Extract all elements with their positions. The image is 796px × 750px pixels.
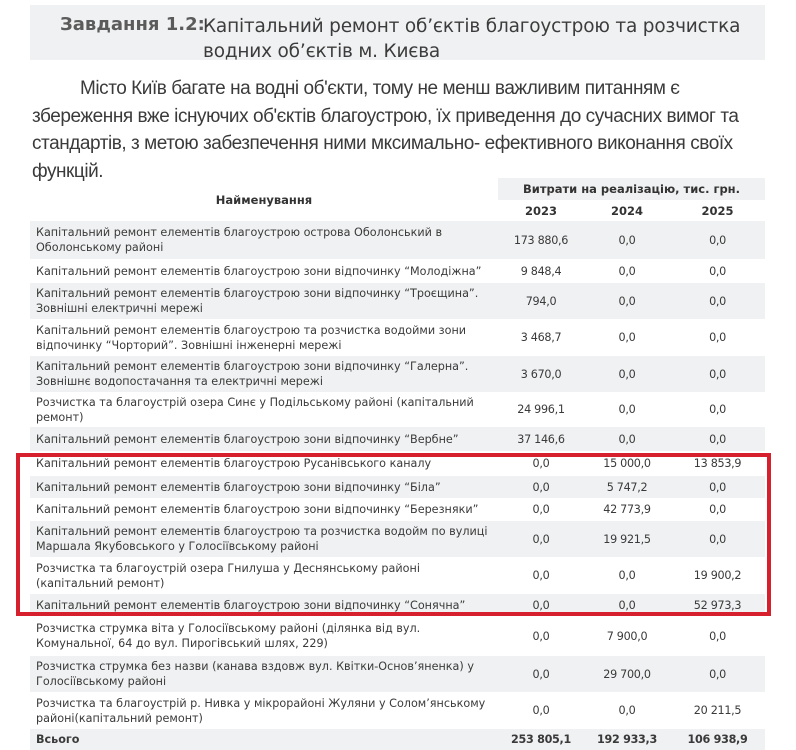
row-name: Розчистка та благоустрій озера Гнилуша у Деснянському районі (капітальний ремонт) — [30, 557, 498, 594]
table-row-highlighted — [30, 557, 765, 594]
row-name: Капітальний ремонт елементів благоустрою зони відпочинку “Біла” — [30, 476, 498, 498]
value-2025: 13 853,9 — [670, 451, 765, 476]
budget-table — [30, 178, 765, 750]
task-title-box — [30, 5, 765, 60]
table-row — [30, 692, 765, 729]
value-2024: 5 747,2 — [584, 476, 670, 498]
value-2024: 0,0 — [584, 557, 670, 594]
total-2024: 192 933,3 — [584, 729, 670, 750]
task-title: Капітальний ремонт об’єктів благоустрою та розчистка водних об’єктів м. Києва — [203, 16, 741, 62]
table-row — [30, 319, 765, 356]
total-2025: 106 938,9 — [670, 729, 765, 750]
row-name: Капітальний ремонт елементів благоустрою зони відпочинку “Березняки” — [30, 498, 498, 521]
column-header-2024: 2024 — [610, 203, 643, 218]
row-name: Капітальний ремонт елементів благоустрою зони відпочинку “Вербне” — [30, 427, 498, 451]
table-row — [30, 392, 765, 427]
value-2024: 0,0 — [584, 392, 670, 427]
column-header-name: Найменування — [215, 192, 313, 207]
value-2023: 0,0 — [498, 616, 584, 656]
value-2023: 0,0 — [498, 498, 584, 521]
table-row — [30, 259, 765, 283]
column-header-2025: 2025 — [701, 203, 734, 218]
row-name: Капітальний ремонт елементів благоустрою зони відпочинку “Сонячна” — [30, 594, 498, 616]
row-name: Капітальний ремонт елементів благоустрою Русанівського каналу — [30, 451, 498, 476]
row-name: Розчистка та благоустрій озера Синє у Подільському районі (капітальний ремонт) — [30, 392, 498, 427]
value-2024: 0,0 — [584, 221, 670, 259]
value-2024: 7 900,0 — [584, 616, 670, 656]
value-2024: 0,0 — [584, 594, 670, 616]
value-2023: 0,0 — [498, 656, 584, 692]
table-row — [30, 656, 765, 692]
table-row-highlighted — [30, 476, 765, 498]
table-row-highlighted — [30, 498, 765, 521]
value-2023: 0,0 — [498, 557, 584, 594]
value-2024: 15 000,0 — [584, 451, 670, 476]
value-2023: 37 146,6 — [498, 427, 584, 451]
value-2023: 0,0 — [498, 594, 584, 616]
value-2023: 0,0 — [498, 451, 584, 476]
table-row — [30, 283, 765, 319]
value-2024: 0,0 — [584, 259, 670, 283]
row-name: Капітальний ремонт елементів благоустрою зони відпочинку “Галерна”. Зовнішнє водопостачання та електричні мережі — [30, 356, 498, 392]
row-name: Капітальний ремонт елементів благоустрою зони відпочинку “Троєщина”. Зовнішні електричні мережі — [30, 283, 498, 319]
total-label: Всього — [30, 729, 498, 750]
value-2023: 3 670,0 — [498, 356, 584, 392]
value-2023: 9 848,4 — [498, 259, 584, 283]
table-row-highlighted — [30, 521, 765, 557]
total-2023: 253 805,1 — [498, 729, 584, 750]
table-row — [30, 427, 765, 451]
value-2023: 24 996,1 — [498, 392, 584, 427]
value-2025: 19 900,2 — [670, 557, 765, 594]
row-name: Розчистка струмка без назви (канава вздовж вул. Квітки-Основ’яненка) у Голосіївському районі — [30, 656, 498, 692]
value-2025: 0,0 — [670, 283, 765, 319]
value-2024: 42 773,9 — [584, 498, 670, 521]
row-name: Розчистка струмка віта у Голосіївському районі (ділянка від вул. Комунальної, 64 до вул. Пирогівський шлях, 229) — [30, 616, 498, 656]
value-2025: 0,0 — [670, 259, 765, 283]
value-2025: 0,0 — [670, 356, 765, 392]
value-2025: 0,0 — [670, 427, 765, 451]
table-total-row — [30, 729, 765, 750]
value-2024: 29 700,0 — [584, 656, 670, 692]
column-header-2023: 2023 — [524, 203, 557, 218]
value-2025: 0,0 — [670, 616, 765, 656]
value-2025: 0,0 — [670, 476, 765, 498]
table-row — [30, 221, 765, 259]
table-row — [30, 356, 765, 392]
table-row — [30, 616, 765, 656]
row-name: Розчистка та благоустрій р. Нивка у мікрорайоні Жуляни у Солом’янському районі(капітальний ремонт) — [30, 692, 498, 729]
value-2023: 3 468,7 — [498, 319, 584, 356]
row-name: Капітальний ремонт елементів благоустрою та розчистка водойми зони відпочинку “Чорторий”. Зовнішні інженерні мережі — [30, 319, 498, 356]
value-2024: 0,0 — [584, 427, 670, 451]
value-2025: 20 211,5 — [670, 692, 765, 729]
value-2024: 0,0 — [584, 692, 670, 729]
row-name: Капітальний ремонт елементів благоустрою острова Оболонський в Оболонському районі — [30, 221, 498, 259]
value-2023: 173 880,6 — [498, 221, 584, 259]
value-2025: 0,0 — [670, 319, 765, 356]
value-2024: 19 921,5 — [584, 521, 670, 557]
value-2025: 0,0 — [670, 392, 765, 427]
value-2025: 0,0 — [670, 656, 765, 692]
value-2023: 0,0 — [498, 692, 584, 729]
value-2023: 0,0 — [498, 476, 584, 498]
row-name: Капітальний ремонт елементів благоустрою зони відпочинку “Молодіжна” — [30, 259, 498, 283]
value-2025: 0,0 — [670, 221, 765, 259]
value-2024: 0,0 — [584, 356, 670, 392]
value-2024: 0,0 — [584, 319, 670, 356]
table-row-highlighted — [30, 451, 765, 476]
column-header-costs: Витрати на реалізацію, тис. грн. — [498, 178, 765, 200]
value-2025: 0,0 — [670, 521, 765, 557]
value-2023: 0,0 — [498, 521, 584, 557]
value-2024: 0,0 — [584, 283, 670, 319]
row-name: Капітальний ремонт елементів благоустрою та розчистка водойм по вулиці Маршала Якубовського у Голосіївському районі — [30, 521, 498, 557]
intro-paragraph: Місто Київ багате на водні об'єкти, тому не менш важливим питанням є збереження вже існуючих об'єктів благоустрою, їх приведення до сучасних вимог та стандартів, з метою забезпечення ними мксимально- ефективного виконання своїх функцій. — [32, 78, 739, 182]
value-2025: 0,0 — [670, 498, 765, 521]
table-row-highlighted — [30, 594, 765, 616]
value-2025: 52 973,3 — [670, 594, 765, 616]
task-label: Завдання 1.2: — [60, 14, 205, 35]
value-2023: 794,0 — [498, 283, 584, 319]
